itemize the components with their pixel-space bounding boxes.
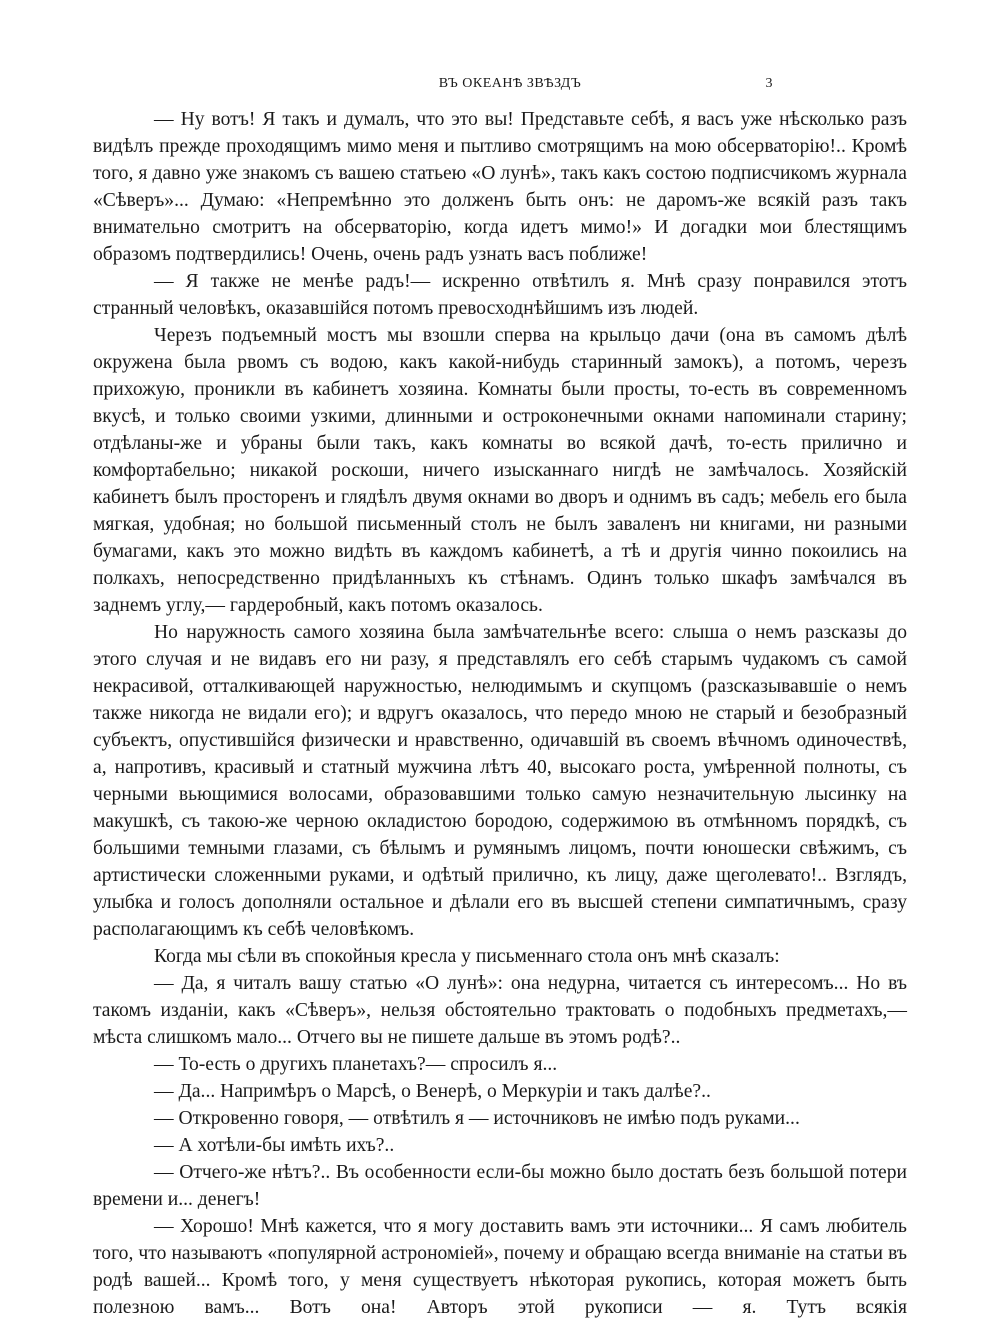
paragraph: — А хотѣли-бы имѣть ихъ?.. (154, 1135, 395, 1156)
paragraph: — Хорошо! Мнѣ кажется, что я могу доставить вамъ эти источники... Я самъ любитель того, что называютъ «популярной астрономіей», почему и обращаю всегда вниманіе на статьи въ родѣ вашей... Кромѣ того, у меня существуетъ нѣкоторая рукопись, которая можетъ быть полезною вамъ... Вотъ она! Авторъ этой рукописи — я. Тутъ всякія (93, 1216, 907, 1318)
book-page (93, 76, 907, 1318)
running-header (93, 76, 907, 100)
paragraph: — Да... Напримѣръ о Марсѣ, о Венерѣ, о Меркуріи и такъ далѣе?.. (154, 1081, 711, 1102)
paragraph: Когда мы сѣли въ спокойныя кресла у письменнаго стола онъ мнѣ сказалъ: (154, 946, 780, 967)
paragraph: — Отчего-же нѣтъ?.. Въ особенности если-бы можно было достать безъ большой потери времени и... денегъ! (93, 1162, 907, 1210)
paragraph: — Я также не менѣе радъ!— искренно отвѣтилъ я. Мнѣ сразу понравился этотъ странный человѣкъ, оказавшійся потомъ превосходнѣйшимъ изъ людей. (93, 271, 907, 319)
running-title: ВЪ ОКЕАНѢ ЗВѢЗДЪ (438, 76, 582, 91)
paragraph: — Ну вотъ! Я такъ и думалъ, что это вы! Представьте себѣ, я васъ уже нѣсколько разъ видѣлъ прежде проходящимъ мимо меня и пытливо смотрящимъ на мою обсерваторію!.. Кромѣ того, я давно уже знакомъ съ вашею статьею «О лунѣ», такъ какъ состою подписчикомъ журнала «Сѣверъ»... Думаю: «Непремѣнно это долженъ быть онъ: не даромъ-же всякій разъ такъ внимательно смотритъ на обсерваторію, когда идетъ мимо!» И догадки мои блестящимъ образомъ подтвердились! Очень, очень радъ узнать васъ поближе! (93, 109, 907, 265)
paragraph: — То-есть о другихъ планетахъ?— спросилъ я... (154, 1054, 558, 1075)
paragraph: — Да, я читалъ вашу статью «О лунѣ»: она недурна, читается съ интересомъ... Но въ такомъ изданіи, какъ «Сѣверъ», нельзя обстоятельно трактовать о подобныхъ предметахъ,— мѣста слишкомъ мало... Отчего вы не пишете дальше въ этомъ родѣ?.. (93, 973, 907, 1048)
body-text (93, 106, 907, 1321)
paragraph: Но наружность самого хозяина была замѣчательнѣе всего: слыша о немъ разсказы до этого случая и не видавъ его ни разу, я представлялъ его себѣ старымъ чудакомъ съ самой некрасивой, отталкивающей наружностью, нелюдимымъ и скупцомъ (разсказывавшіе о немъ также никогда не видали его); и вдругъ оказалось, что передо мною не старый и безобразный субъектъ, опустившійся физически и нравственно, одичавшій въ своемъ вѣчномъ одиночествѣ, а, напротивъ, красивый и статный мужчина лѣтъ 40, высокаго роста, умѣренной полноты, съ черными вьющимися волосами, образовавшими только самую незначительную лысинку на макушкѣ, съ такою-же черною окладистою бородою, содержимою въ отмѣнномъ порядкѣ, съ большими темными глазами, съ бѣлымъ и румянымъ лицомъ, почти юношески свѣжимъ, съ артистически сложенными руками, и одѣтый прилично, къ лицу, даже щеголевато!.. Взглядъ, улыбка и голосъ дополняли остальное и дѣлали его въ высшей степени симпатичнымъ, сразу располагающимъ къ себѣ человѣкомъ. (93, 622, 907, 940)
paragraph: Черезъ подъемный мостъ мы взошли сперва на крыльцо дачи (она въ самомъ дѣлѣ окружена была рвомъ съ водою, какъ какой-нибудь старинный замокъ), а потомъ, черезъ прихожую, проникли въ кабинетъ хозяина. Комнаты были просты, то-есть въ современномъ вкусѣ, и только своими узкими, длинными и остроконечными окнами напоминали старину; отдѣланы-же и убраны были такъ, какъ комнаты во всякой дачѣ, то-есть прилично и комфортабельно; никакой роскоши, ничего изысканнаго нигдѣ не замѣчалось. Хозяйскій кабинетъ былъ просторенъ и глядѣлъ двумя окнами во дворъ и однимъ въ садъ; мебель его была мягкая, удобная; но большой письменный столъ не былъ заваленъ ни книгами, ни разными бумагами, какъ это можно видѣть въ каждомъ кабинетѣ, а тѣ и другія чинно покоились на полкахъ, непосредственно придѣланныхъ къ стѣнамъ. Одинъ только шкафъ замѣчался въ заднемъ углу,— гардеробный, какъ потомъ оказалось. (93, 325, 907, 616)
paragraph: — Откровенно говоря, — отвѣтилъ я — источниковъ не имѣю подъ руками... (154, 1108, 800, 1129)
page-number: 3 (765, 76, 773, 91)
